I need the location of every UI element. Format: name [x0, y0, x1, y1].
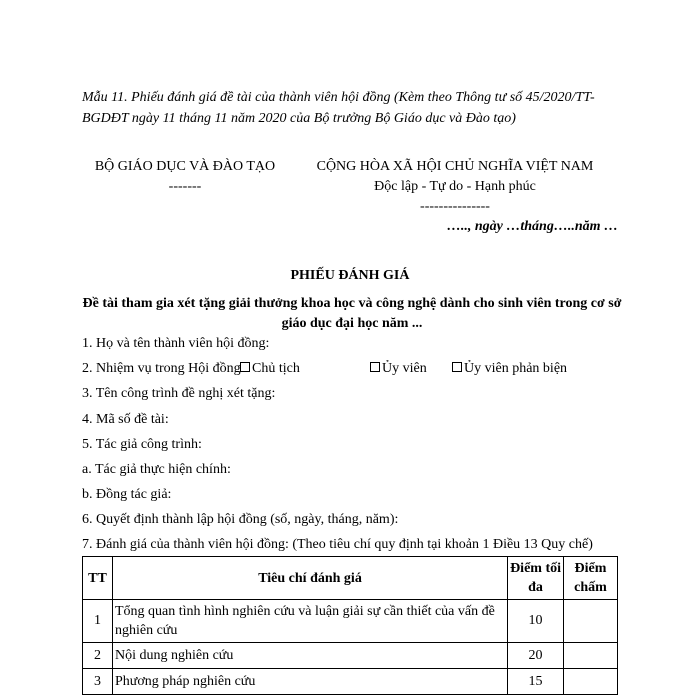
- checkbox-chair[interactable]: [240, 362, 250, 372]
- field-work-title: 3. Tên công trình đề nghị xét tặng:: [82, 386, 276, 401]
- form-subtitle: Đề tài tham gia xét tặng giải thưởng khoa học và công nghệ dành cho sinh viên trong cơ sở giáo dục đại học năm ...: [82, 296, 622, 331]
- row-criteria: Tổng quan tình hình nghiên cứu và luận giải sự cần thiết của vấn đề nghiên cứu: [112, 600, 507, 643]
- field-main-author: a. Tác giả thực hiện chính:: [82, 462, 231, 477]
- field-co-authors: b. Đồng tác giả:: [82, 487, 172, 502]
- date-line: ….., ngày …tháng…..năm …: [446, 219, 618, 234]
- role-label: 2. Nhiệm vụ trong Hội đồng: [82, 361, 241, 376]
- row-max-score: 15: [508, 669, 564, 695]
- republic-header: [300, 157, 610, 217]
- table-row: [83, 669, 618, 695]
- role-option-chair[interactable]: Chủ tịch: [240, 361, 300, 377]
- row-max-score: 20: [508, 643, 564, 669]
- ministry-name: BỘ GIÁO DỤC VÀ ĐÀO TẠO: [94, 159, 276, 174]
- evaluation-table: [82, 556, 618, 695]
- row-score-cell[interactable]: [564, 669, 618, 695]
- row-no: 2: [83, 643, 113, 669]
- table-row: [83, 600, 618, 643]
- header-score: Điểm chấm: [564, 557, 618, 600]
- row-no: 1: [83, 600, 113, 643]
- field-evaluation: 7. Đánh giá của thành viên hội đồng: (Theo tiêu chí quy định tại khoản 1 Điều 13 Quy chế): [82, 537, 593, 552]
- field-member-name: 1. Họ và tên thành viên hội đồng:: [82, 336, 270, 351]
- role-option-reviewer[interactable]: Ủy viên phản biện: [452, 361, 567, 377]
- national-motto: Độc lập - Tự do - Hạnh phúc: [374, 179, 536, 194]
- field-project-code: 4. Mã số đề tài:: [82, 412, 169, 427]
- header-no: TT: [83, 557, 113, 600]
- ministry-rule: -------: [168, 179, 202, 194]
- row-no: 3: [83, 669, 113, 695]
- checkbox-reviewer[interactable]: [452, 362, 462, 372]
- row-criteria: Phương pháp nghiên cứu: [112, 669, 507, 695]
- checkbox-member[interactable]: [370, 362, 380, 372]
- field-council-decision: 6. Quyết định thành lập hội đồng (số, ngày, tháng, năm):: [82, 512, 399, 527]
- form-intro-note: Mẫu 11. Phiếu đánh giá đề tài của thành viên hội đồng (Kèm theo Thông tư số 45/2020/TT-BGDĐT ngày 11 tháng 11 năm 2020 của Bộ trưởng Bộ Giáo dục và Đào tạo): [82, 90, 595, 126]
- header-criteria: Tiêu chí đánh giá: [112, 557, 507, 600]
- row-score-cell[interactable]: [564, 600, 618, 643]
- republic-name: CỘNG HÒA XÃ HỘI CHỦ NGHĨA VIỆT NAM: [316, 159, 594, 174]
- motto-rule: ---------------: [420, 199, 490, 214]
- field-authors: 5. Tác giả công trình:: [82, 437, 202, 452]
- row-max-score: 10: [508, 600, 564, 643]
- header-max-score: Điểm tối đa: [508, 557, 564, 600]
- row-score-cell[interactable]: [564, 643, 618, 669]
- row-criteria: Nội dung nghiên cứu: [112, 643, 507, 669]
- form-title: PHIẾU ĐÁNH GIÁ: [290, 268, 410, 283]
- ministry-header: [90, 157, 280, 197]
- table-header-row: [83, 557, 618, 600]
- role-option-member[interactable]: Ủy viên: [370, 361, 427, 377]
- table-row: [83, 643, 618, 669]
- field-council-role: [82, 361, 622, 381]
